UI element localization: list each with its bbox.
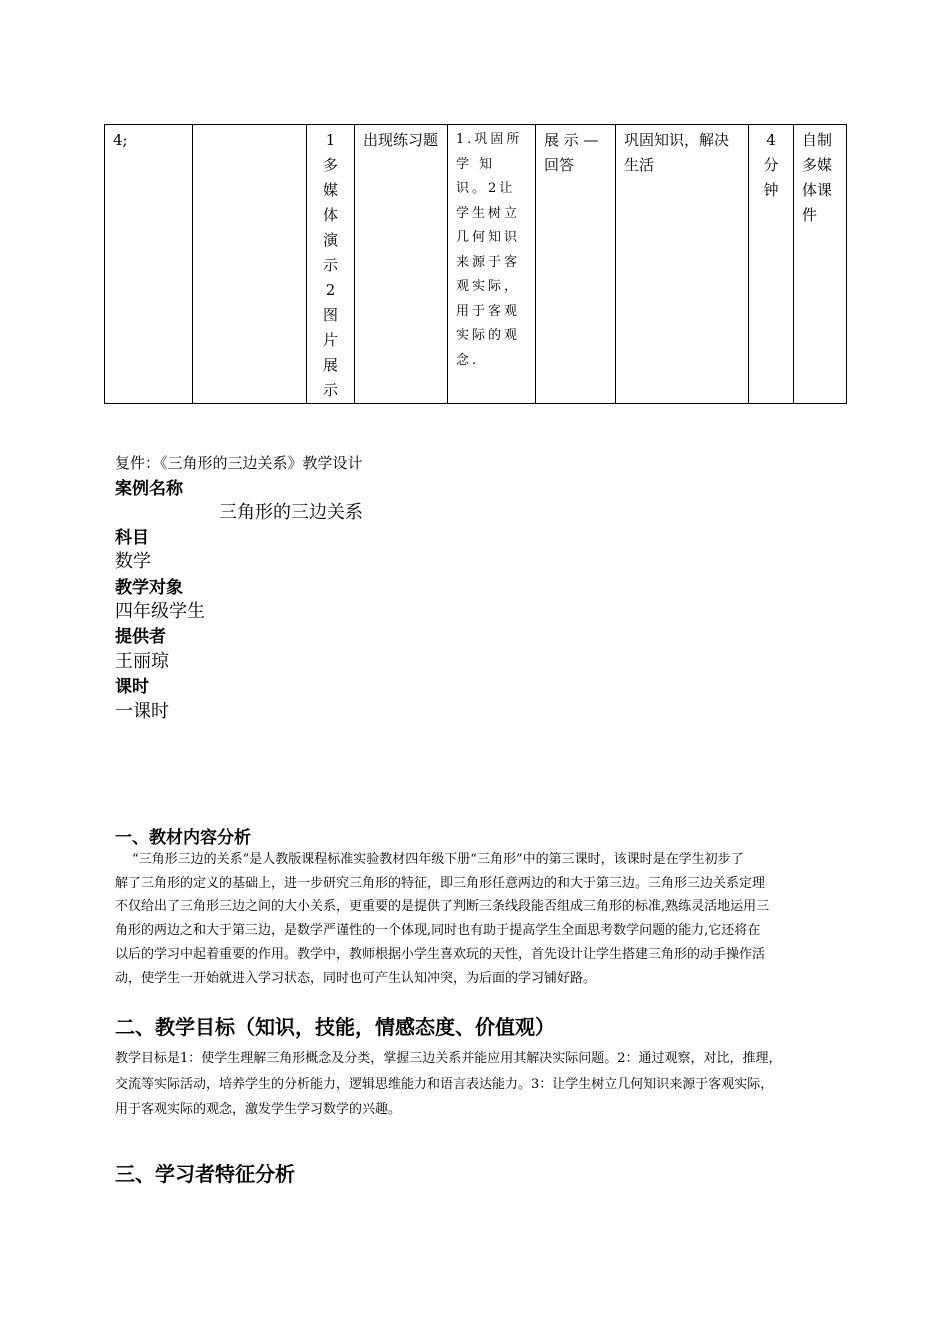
content-cell: 出现练习题 [355,125,448,404]
lesson-step-table [104,124,847,404]
provider-label: 提供者 [115,627,166,647]
case-name-value: 三角形的三边关系 [219,502,363,523]
cell-char: 媒 [322,181,338,199]
paragraph-line: 动，使学生一开始就进入学习状态，同时也可产生认知冲突，为后面的学习铺好路。 [115,970,597,986]
cell-char: 分 [763,156,779,174]
section-1-title: 一、教材内容分析 [115,828,251,848]
goal-cell: 巩固知识，解决生活 [616,125,749,404]
case-name-label: 案例名称 [115,479,183,499]
cell-char: 2 [325,281,336,299]
cell-char: 展 [322,356,338,374]
method-cell: 展 示 —回答 [536,125,616,404]
hours-label: 课时 [115,677,149,697]
paragraph-line: 不仅给出了三角形三边之间的大小关系，更重要的是提供了判断三条线段能否组成三角形的标准,熟练灵活地运用三 [115,899,770,915]
cell-char: 多 [322,156,338,174]
subject-value: 数学 [115,551,151,572]
paragraph-line: 交流等实际活动，培养学生的分析能力，逻辑思维能力和语言表达能力。3：让学生树立几何知识来源于客观实际， [115,1076,774,1092]
section-3-title: 三、学习者特征分析 [115,1162,295,1186]
cell-char: 示 [322,256,338,274]
step-number-cell: 4; [105,125,193,404]
hours-value: 一课时 [115,701,169,722]
section-2-paragraph [115,1046,845,1123]
provider-value: 王丽琼 [115,651,169,672]
subject-label: 科目 [115,528,149,548]
cell-char: 钟 [763,181,779,199]
section-1-paragraph [115,848,845,990]
paragraph-line: 以后的学习中起着重要的作用。教学中，教师根据小学生喜欢玩的天性，首先设计让学生搭建三角形的动手操作活 [115,946,766,962]
media-cell [307,125,355,404]
audience-label: 教学对象 [115,578,183,598]
paragraph-line: 用于客观实际的观念，激发学生学习数学的兴趣。 [115,1102,402,1117]
paragraph-line: 解了三角形的定义的基础上，进一步研究三角形的特征，即三角形任意两边的和大于第三边。三角形三边关系定理 [115,875,766,891]
resource-cell: 自制多媒体课件 [794,125,847,404]
cell-char: 演 [322,231,338,249]
audience-value: 四年级学生 [115,601,205,622]
cell-char: 体 [322,206,338,224]
cell-char: 1 [325,131,336,149]
paragraph-line: 教学目标是1：使学生理解三角形概念及分类，掌握三边关系并能应用其解决实际问题。2：通过观察，对比，推理， [115,1051,782,1066]
cell-char: 图 [322,306,338,324]
section-2-title: 二、教学目标（知识，技能，情感态度、价值观） [115,1015,555,1039]
empty-cell [193,125,307,404]
purpose-cell: 1.巩固所学 知识。2让学生树立几何知识来源于客观实际，用于客观实际的观念. [448,125,536,404]
table-row [105,125,847,404]
time-cell [749,125,794,404]
document-caption: 复件：《三角形的三边关系》教学设计 [115,454,363,472]
cell-char: 示 [322,381,338,399]
paragraph-line: 角形的两边之和大于第三边，是数学严谨性的一个体现,同时也有助于提高学生全面思考数学问题的能力,它还将在 [115,923,761,939]
paragraph-line: “三角形三边的关系”是人教版课程标准实验教材四年级下册“三角形”中的第三课时，该课时是在学生初步了 [132,852,744,867]
cell-char: 4 [766,131,776,149]
cell-char: 片 [322,331,338,349]
